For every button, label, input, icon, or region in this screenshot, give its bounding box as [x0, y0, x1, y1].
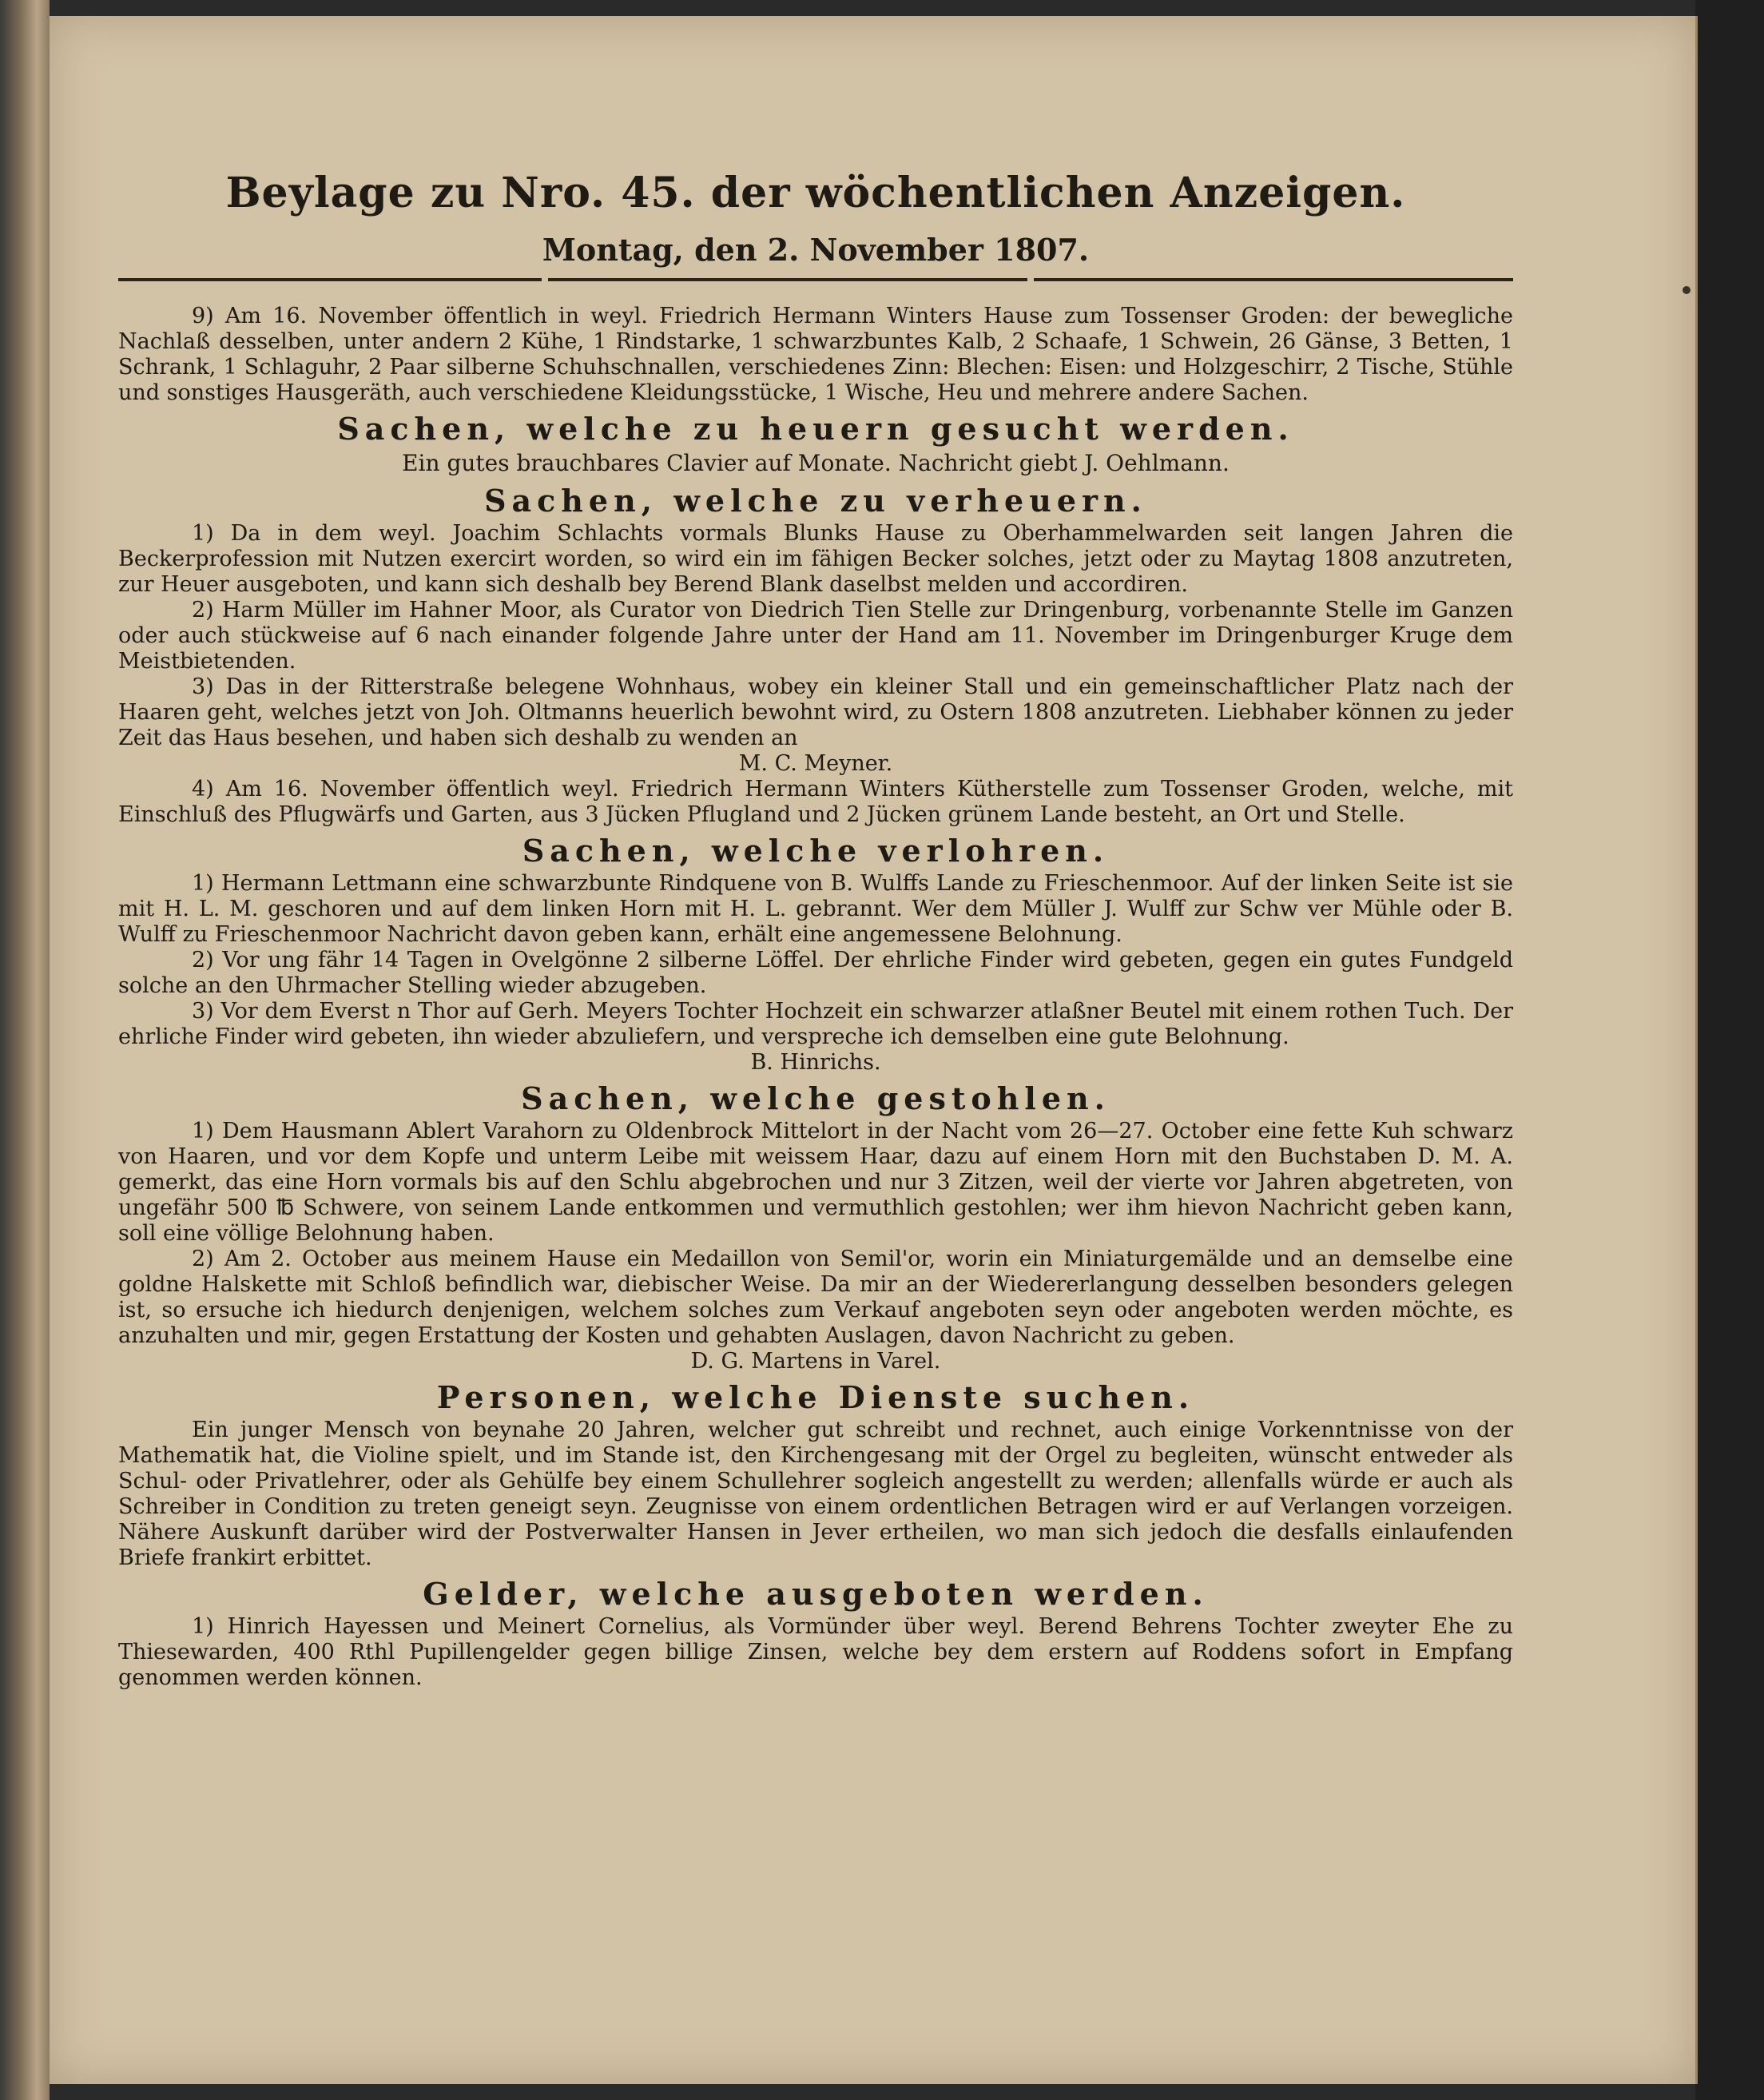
heuern-paragraph: Ein gutes brauchbares Clavier auf Monate. Nachricht giebt J. Oehlmann.	[402, 450, 1230, 476]
issue-date: Montag, den 2. November 1807.	[542, 232, 1090, 268]
section-heading-heuern: Sachen, welche zu heuern gesucht werden.	[337, 411, 1294, 447]
verheuern-signature: M. C. Meyner.	[738, 751, 893, 776]
dark-background	[1695, 0, 1764, 2100]
header-rule	[118, 278, 1513, 281]
gestohlen-item-1: 1) Dem Hausmann Ablert Varahorn zu Oldenbrock Mittelort in der Nacht vom 26—27. October eine fette Kuh schwarz von Haaren, und vor dem Kopfe und unterm Leibe mit weissem Haar, dazu auf einem Horn mit den Buchstaben D. M. A. gemerkt, das eine Horn vormals bis auf den Schlu abgebrochen und nur 3 Zitzen, weil der vierte vor Jahren abgetreten, von ungefähr 500 ℔ Schwere, von seinem Lande entkommen und vermuthlich gestohlen; wer ihm hievon Nachricht geben kann, soll eine völlige Belohnung haben.	[118, 1119, 1513, 1246]
section-heading-verlohren: Sachen, welche verlohren.	[522, 833, 1110, 869]
section-heading-dienste: Personen, welche Dienste suchen.	[436, 1379, 1195, 1415]
intro-paragraph: 9) Am 16. November öffentlich in weyl. Friedrich Hermann Winters Hause zum Tossenser Groden: der bewegliche Nachlaß desselben, unter andern 2 Kühe, 1 Rindstarke, 1 schwarzbuntes Kalb, 2 Schaafe, 1 Schwein, 26 Gänse, 3 Betten, 1 Schrank, 1 Schlaguhr, 2 Paar silberne Schuhschnallen, verschiedenes Zinn: Blechen: Eisen: und Holzgeschirr, 2 Tische, Stühle und sonstiges Hausgeräth, auch verschiedene Kleidungsstücke, 1 Wische, Heu und mehrere andere Sachen.	[118, 304, 1513, 405]
gelder-item-1: 1) Hinrich Hayessen und Meinert Cornelius, als Vormünder über weyl. Berend Behrens Tochter zweyter Ehe zu Thiesewarden, 400 Rthl Pupillengelder gegen billige Zinsen, welche bey dem erstern auf Roddens sofort in Empfang genommen werden können.	[118, 1614, 1513, 1690]
verheuern-item-4: 4) Am 16. November öffentlich weyl. Friedrich Hermann Winters Kütherstelle zum Tossenser Groden, welche, mit Einschluß des Pflugwärfs und Garten, aus 3 Jücken Pflugland und 2 Jücken grünem Lande besteht, an Ort und Stelle.	[118, 777, 1513, 827]
section-heading-gelder: Gelder, welche ausgeboten werden.	[423, 1576, 1209, 1612]
rule-segment	[1034, 278, 1513, 281]
section-heading-gestohlen: Sachen, welche gestohlen.	[521, 1080, 1110, 1116]
masthead-title: Beylage zu Nro. 45. der wöchentlichen Anzeigen.	[225, 169, 1406, 217]
page-content	[118, 152, 1513, 1691]
rule-segment	[118, 278, 542, 281]
gestohlen-signature: D. G. Martens in Varel.	[690, 1349, 941, 1374]
verlohren-item-2: 2) Vor ung fähr 14 Tagen in Ovelgönne 2 silberne Löffel. Der ehrliche Finder wird gebeten, gegen ein gutes Fundgeld solche an den Uhrmacher Stelling wieder abzugeben.	[118, 948, 1513, 998]
verheuern-item-1: 1) Da in dem weyl. Joachim Schlachts vormals Blunks Hause zu Oberhammelwarden seit langen Jahren die Beckerprofession mit Nutzen exercirt worden, so wird ein im fähigen Becker solches, jetzt oder zu Maytag 1808 anzutreten, zur Heuer ausgeboten, und kann sich deshalb bey Berend Blank daselbst melden und accordiren.	[118, 521, 1513, 597]
newspaper-page	[50, 16, 1698, 2084]
verlohren-item-1: 1) Hermann Lettmann eine schwarzbunte Rindquene von B. Wulffs Lande zu Frieschenmoor. Auf der linken Seite ist sie mit H. L. M. geschoren und auf dem linken Horn mit H. L. gebrannt. Wer dem Müller J. Wulff zur Schw ver Mühle oder B. Wulff zu Frieschenmoor Nachricht davon geben kann, erhält eine angemessene Belohnung.	[118, 871, 1513, 947]
ink-spot	[1683, 286, 1690, 294]
verlohren-signature: B. Hinrichs.	[750, 1050, 881, 1075]
verlohren-item-3: 3) Vor dem Everst n Thor auf Gerh. Meyers Tochter Hochzeit ein schwarzer atlaßner Beutel mit einem rothen Tuch. Der ehrliche Finder wird gebeten, ihn wieder abzuliefern, und verspreche ich demselben eine gute Belohnung.	[118, 999, 1513, 1049]
section-heading-verheuern: Sachen, welche zu verheuern.	[484, 483, 1147, 519]
gestohlen-item-2: 2) Am 2. October aus meinem Hause ein Medaillon von Semil'or, worin ein Miniaturgemälde und an demselbe eine goldne Halskette mit Schloß befindlich war, diebischer Weise. Da mir an der Wiedererlangung desselben besonders gelegen ist, so ersuche ich hiedurch denjenigen, welchem solches zum Verkauf angeboten seyn oder angeboten werden möchte, es anzuhalten und mir, gegen Erstattung der Kosten und gehabten Auslagen, davon Nachricht zu geben.	[118, 1247, 1513, 1348]
verheuern-item-2: 2) Harm Müller im Hahner Moor, als Curator von Diedrich Tien Stelle zur Dringenburg, vorbenannte Stelle im Ganzen oder auch stückweise auf 6 nach einander folgende Jahre unter der Hand am 11. November im Dringenburger Kruge dem Meistbietenden.	[118, 598, 1513, 674]
rule-segment	[548, 278, 1027, 281]
dienste-paragraph: Ein junger Mensch von beynahe 20 Jahren, welcher gut schreibt und rechnet, auch einige Vorkenntnisse von der Mathematik hat, die Violine spielt, und im Stande ist, den Kirchengesang mit der Orgel zu begleiten, wünscht entweder als Schul- oder Privatlehrer, oder als Gehülfe bey einem Schullehrer sogleich angestellt zu werden; allenfalls würde er auch als Schreiber in Condition zu treten geneigt seyn. Zeugnisse von einem ordentlichen Betragen wird er auf Verlangen vorzeigen. Nähere Auskunft darüber wird der Postverwalter Hansen in Jever ertheilen, wo man sich jedoch die desfalls einlaufenden Briefe frankirt erbittet.	[118, 1418, 1513, 1570]
verheuern-item-3: 3) Das in der Ritterstraße belegene Wohnhaus, wobey ein kleiner Stall und ein gemeinschaftlicher Platz nach der Haaren geht, welches jetzt von Joh. Oltmanns heuerlich bewohnt wird, zu Ostern 1808 anzutreten. Liebhaber können zu jeder Zeit das Haus besehen, und haben sich deshalb zu wenden an	[118, 674, 1513, 750]
book-binding-edge	[0, 0, 50, 2100]
